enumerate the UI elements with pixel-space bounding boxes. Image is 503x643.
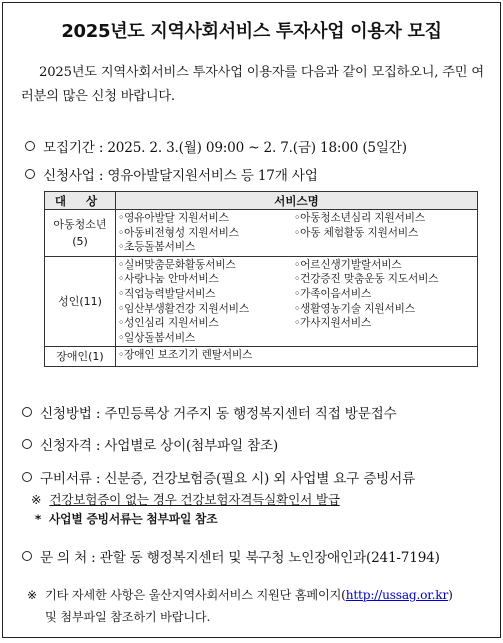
service-item: ◦가족이음서비스 xyxy=(294,287,372,300)
note-health-insurance xyxy=(31,489,340,508)
target-group: 아동청소년 (5) xyxy=(45,210,116,257)
period-text: 모집기간 : 2025. 2. 3.(월) 09:00 ~ 2. 7.(금) 18:00 (5일간) xyxy=(43,140,407,156)
projects-text: 신청사업 : 영유아발달지원서비스 등 17개 사업 xyxy=(43,168,318,184)
eligibility-text: 신청자격 : 사업별로 상이(첨부파일 참조) xyxy=(40,438,278,454)
table-row xyxy=(45,210,478,257)
footer-note-line2: 및 첨부파일 참조하기 바랍니다. xyxy=(45,610,211,624)
service-item: ◦장애인 보조기기 렌탈서비스 xyxy=(118,349,253,362)
inquiry-text: 문 의 처 : 관할 동 행정복지센터 및 북구청 노인장애인과(241-7194) xyxy=(40,550,440,566)
target-group: 성인(11) xyxy=(45,256,116,347)
header-service: 서비스명 xyxy=(116,192,478,210)
note-mark: * xyxy=(35,512,41,526)
service-item: ◦임산부생활건강 지원서비스 xyxy=(118,302,250,315)
eligibility xyxy=(22,434,278,454)
note-text: 건강보험증이 없는 경우 건강보험자격득실확인서 발급 xyxy=(49,492,340,507)
service-item: ◦성인심리 지원서비스 xyxy=(118,317,219,330)
service-item: ◦아동비전형성 지원서비스 xyxy=(118,226,239,239)
recruitment-period xyxy=(25,136,407,156)
inquiry xyxy=(22,546,440,566)
service-table xyxy=(44,191,478,367)
table-header-row xyxy=(45,192,478,210)
service-item: ◦생활영농기술 지원서비스 xyxy=(294,302,415,315)
note-mark: ※ xyxy=(31,492,42,507)
service-list xyxy=(116,347,478,367)
table-row xyxy=(45,347,478,367)
homepage-link[interactable]: http://ussag.or.kr xyxy=(345,588,449,602)
circle-bullet-icon xyxy=(25,169,35,179)
note-text: 사업별 증빙서류는 첨부파일 참조 xyxy=(48,512,218,526)
service-item: ◦어르신생기발랄서비스 xyxy=(294,258,402,271)
circle-bullet-icon xyxy=(25,141,35,151)
page-title: 2025년도 지역사회서비스 투자사업 이용자 모집 xyxy=(61,21,442,42)
service-item: ◦직업능력발달서비스 xyxy=(118,287,216,300)
footer-note xyxy=(27,586,453,603)
service-item: ◦아동청소년심리 지원서비스 xyxy=(294,212,426,224)
footer-mark: ※ xyxy=(27,588,38,602)
circle-bullet-icon xyxy=(22,439,32,449)
service-item: ◦실버맞춤문화활동서비스 xyxy=(118,258,236,271)
required-documents xyxy=(22,467,415,487)
circle-bullet-icon xyxy=(22,472,32,482)
documents-text: 구비서류 : 신분증, 건강보험증(필요 시) 외 사업별 요구 증빙서류 xyxy=(40,471,415,487)
circle-bullet-icon xyxy=(22,551,32,561)
note-attachment xyxy=(35,510,217,527)
application-projects xyxy=(25,164,318,184)
service-item: ◦일상돌봄서비스 xyxy=(118,331,196,344)
table-row xyxy=(45,256,478,347)
service-item: ◦건강증진 맞춤운동 지도서비스 xyxy=(294,273,439,286)
service-item: ◦가사지원서비스 xyxy=(294,317,372,330)
method-text: 신청방법 : 주민등록상 거주지 동 행정복지센터 직접 방문접수 xyxy=(40,406,397,422)
target-group: 장애인(1) xyxy=(45,347,116,367)
service-item: ◦초등돌봄서비스 xyxy=(118,241,196,254)
service-item: ◦아동 체험활동 지원서비스 xyxy=(294,226,419,239)
footer-text: 기타 자세한 사항은 울산지역사회서비스 지원단 홈페이지( xyxy=(45,588,346,602)
intro-paragraph: 2025년도 지역사회서비스 투자사업 이용자를 다음과 같이 모집하오니, 주민 여러분의 많은 신청 바랍니다. xyxy=(21,65,484,104)
header-target: 대 상 xyxy=(45,192,116,210)
service-list xyxy=(116,210,478,257)
service-item: ◦영유아발달 지원서비스 xyxy=(118,212,229,224)
circle-bullet-icon xyxy=(22,407,32,417)
notice-page xyxy=(2,2,501,638)
footer-text-end: ) xyxy=(448,588,453,602)
service-item: ◦사랑나눔 안마서비스 xyxy=(118,273,219,286)
service-list xyxy=(116,256,478,347)
application-method xyxy=(22,402,397,422)
